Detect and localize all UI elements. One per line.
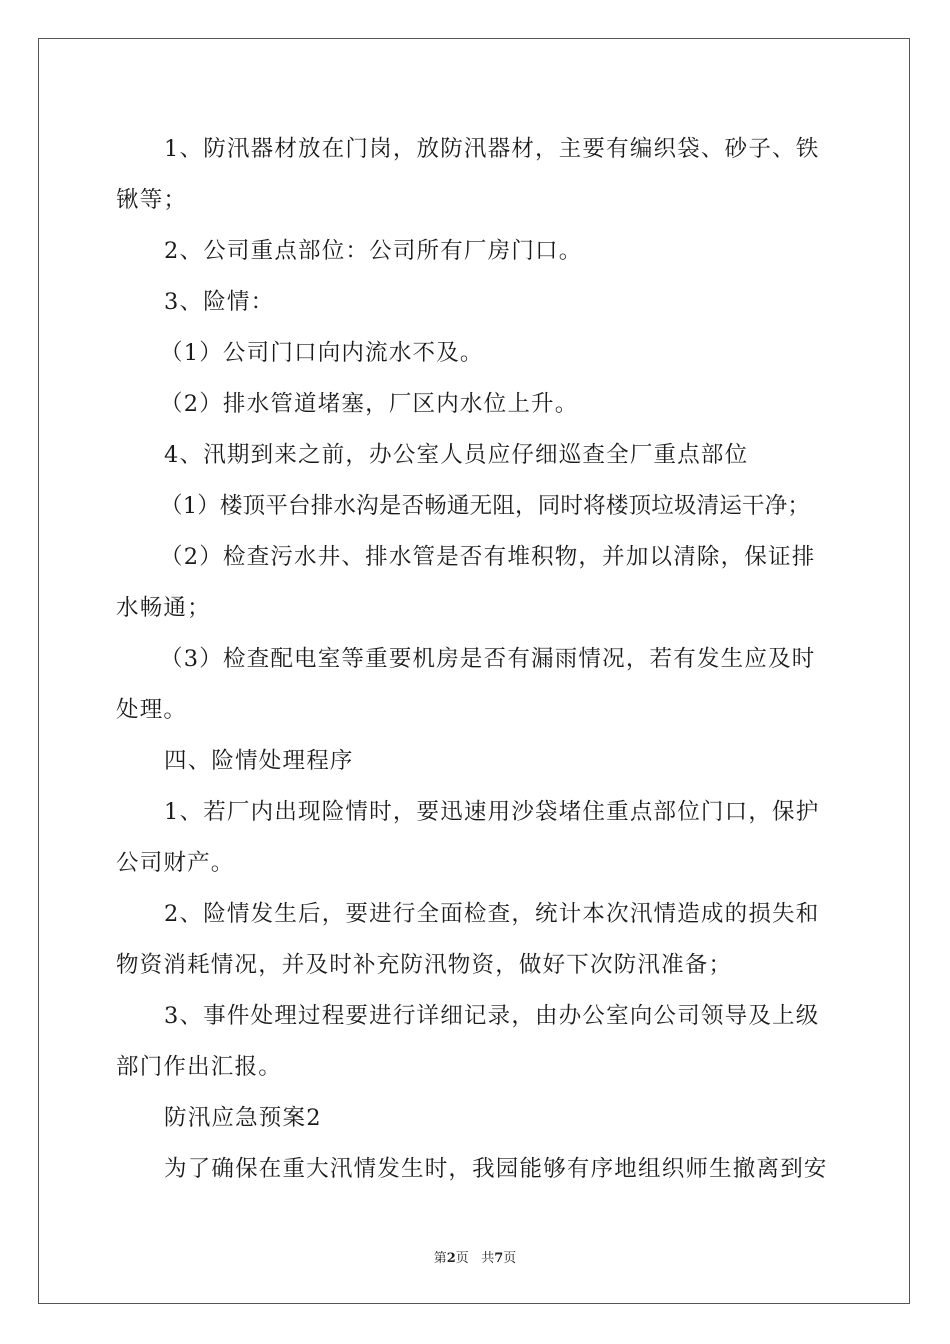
- total-suffix: 页: [503, 1251, 517, 1266]
- page-suffix: 页: [455, 1251, 469, 1266]
- section-heading: 防汛应急预案2: [164, 1105, 322, 1131]
- paragraph-line: 2、公司重点部位：公司所有厂房门口。: [164, 238, 583, 264]
- page-prefix: 第: [433, 1251, 447, 1266]
- paragraph-line: 1、若厂内出现险情时，要迅速用沙袋堵住重点部位门口，保护: [164, 799, 820, 825]
- paragraph-line: 1、防汛器材放在门岗，放防汛器材，主要有编织袋、砂子、铁: [164, 136, 820, 162]
- paragraph-line: （1）楼顶平台排水沟是否畅通无阻，同时将楼顶垃圾清运干净；: [160, 493, 811, 519]
- paragraph-line: 3、险情：: [164, 289, 275, 315]
- paragraph-line: （2）排水管道堵塞，厂区内水位上升。: [160, 391, 579, 417]
- paragraph-line: （3）检查配电室等重要机房是否有漏雨情况，若有发生应及时: [160, 646, 816, 672]
- paragraph-line: （2）检查污水井、排水管是否有堆积物，并加以清除，保证排: [160, 544, 816, 570]
- paragraph-line: 部门作出汇报。: [116, 1054, 282, 1080]
- paragraph-line: 处理。: [116, 697, 188, 723]
- total-prefix: 共: [481, 1251, 495, 1266]
- paragraph-line: 物资消耗情况，并及时补充防汛物资，做好下次防汛准备；: [116, 952, 733, 978]
- page-footer: [0, 1247, 950, 1266]
- paragraph-line: 3、事件处理过程要进行详细记录，由办公室向公司领导及上级: [164, 1003, 820, 1029]
- paragraph-line: 2、险情发生后，要进行全面检查，统计本次汛情造成的损失和: [164, 901, 820, 927]
- paragraph-line: 4、汛期到来之前，办公室人员应仔细巡查全厂重点部位: [164, 442, 749, 468]
- paragraph-line: （1）公司门口向内流水不及。: [160, 340, 484, 366]
- paragraph-line: 水畅通；: [116, 595, 211, 621]
- page-number: 2: [446, 1251, 456, 1266]
- paragraph-line: 为了确保在重大汛情发生时，我园能够有序地组织师生撤离到安: [164, 1156, 828, 1182]
- document-body: [116, 124, 836, 1195]
- section-heading: 四、险情处理程序: [164, 748, 354, 774]
- paragraph-line: 公司财产。: [116, 850, 235, 876]
- paragraph-line: 锹等；: [116, 187, 188, 213]
- total-pages: 7: [494, 1251, 504, 1266]
